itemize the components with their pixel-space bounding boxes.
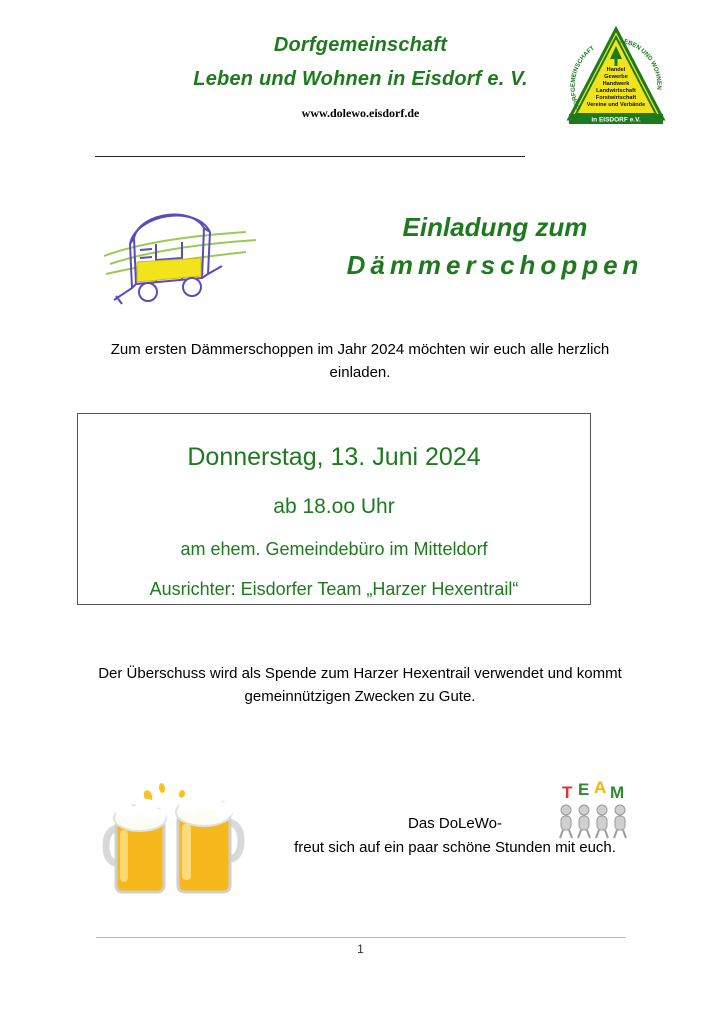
svg-text:Gewerbe: Gewerbe <box>604 74 628 80</box>
svg-text:Vereine und Verbände: Vereine und Verbände <box>586 102 646 108</box>
organization-line-1: Dorfgemeinschaft <box>273 34 448 56</box>
closing-line-2: freut sich auf ein paar schöne Stunden mit euch. <box>294 839 616 856</box>
svg-text:DORFGEMEINSCHAFT: DORFGEMEINSCHAFT <box>569 44 596 111</box>
event-time: ab 18.oo Uhr <box>273 495 395 518</box>
invitation-title-line-2: Dämmerschoppen <box>346 250 644 280</box>
event-details-box <box>77 413 591 605</box>
svg-text:Landwirtschaft: Landwirtschaft <box>596 88 636 94</box>
invitation-title <box>300 210 690 282</box>
page-number: 1 <box>357 942 364 956</box>
svg-text:M: M <box>610 783 625 802</box>
dolewo-eisdorf-logo-icon <box>566 26 666 126</box>
svg-text:Handel: Handel <box>606 67 626 73</box>
event-date: Donnerstag, 13. Juni 2024 <box>187 443 481 471</box>
header-divider <box>95 156 525 157</box>
organization-line-2: Leben und Wohnen in Eisdorf e. V. <box>193 68 528 90</box>
footer-divider <box>96 937 626 938</box>
svg-text:T: T <box>562 783 573 802</box>
invitation-intro-text: Zum ersten Dämmerschoppen im Jahr 2024 möchten wir euch alle herzlich einladen. <box>110 341 610 381</box>
svg-text:Handwerk: Handwerk <box>602 81 630 87</box>
closing-line-1: Das DoLeWo- <box>408 815 502 832</box>
closing-text <box>265 812 645 860</box>
svg-text:LEBEN UND WOHNEN: LEBEN UND WOHNEN <box>619 37 663 90</box>
svg-text:E: E <box>578 780 590 799</box>
organization-website: www.dolewo.eisdorf.de <box>301 106 420 120</box>
svg-text:Forstwirtschaft: Forstwirtschaft <box>595 95 637 101</box>
svg-text:in EISDORF e.V.: in EISDORF e.V. <box>591 116 641 124</box>
event-host: Ausrichter: Eisdorfer Team „Harzer Hexentrail“ <box>149 579 519 599</box>
bauwagen-drawing-icon <box>96 192 296 322</box>
invitation-title-line-1: Einladung zum <box>402 212 588 242</box>
event-location: am ehem. Gemeindebüro im Mitteldorf <box>180 539 488 559</box>
donation-note: Der Überschuss wird als Spende zum Harzer Hexentrail verwendet und kommt gemeinnützigen Zwecken zu Gute. <box>98 665 622 705</box>
svg-text:A: A <box>594 780 607 797</box>
beer-mugs-clipart-icon <box>96 780 256 910</box>
